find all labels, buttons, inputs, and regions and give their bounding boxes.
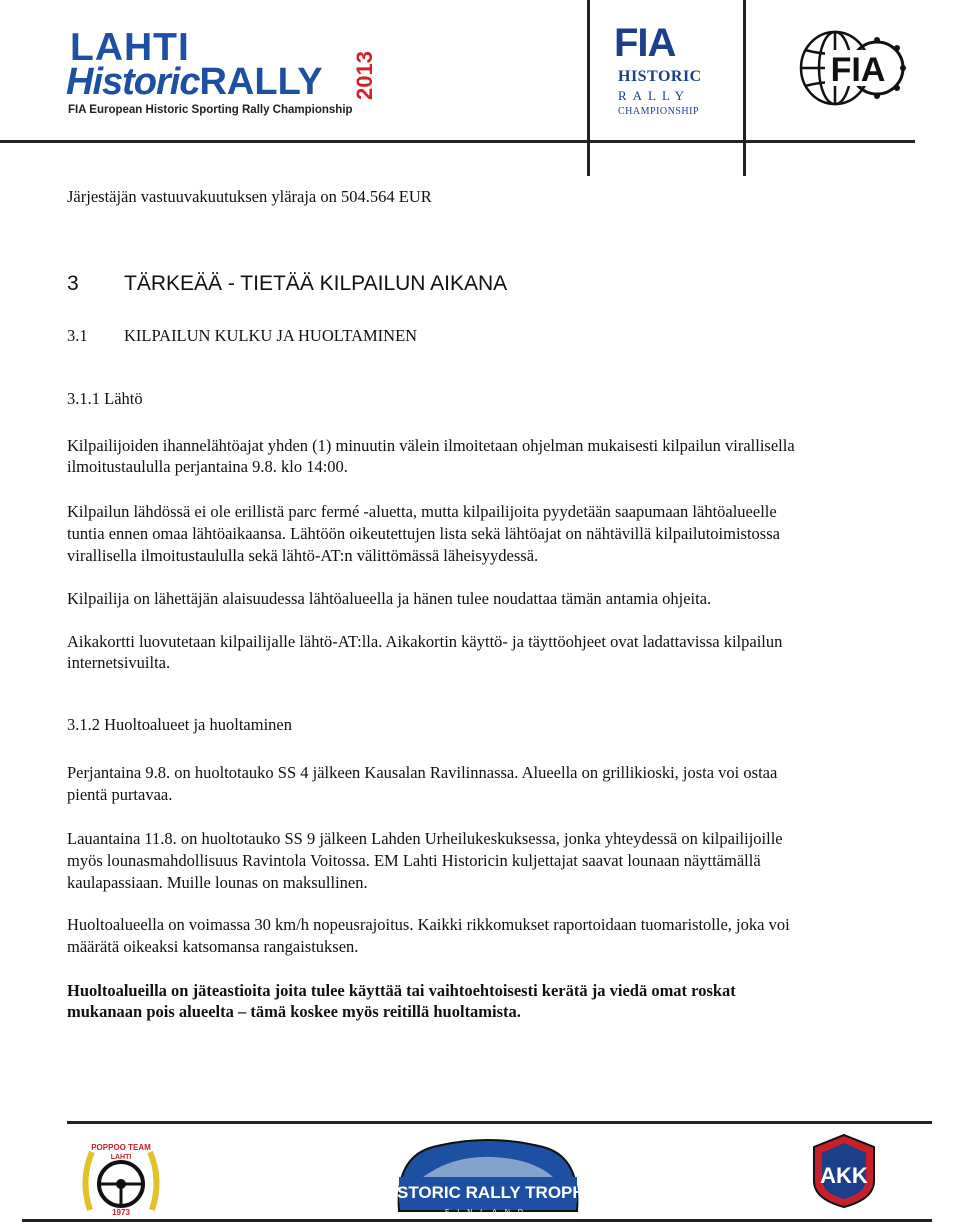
fia-historic-line2: RALLY <box>618 88 691 103</box>
header-divider-1 <box>587 0 590 176</box>
header-rule <box>0 140 915 143</box>
fia-historic-line3: CHAMPIONSHIP <box>618 106 700 117</box>
service-heading: 3.1.2 Huoltoalueet ja huoltaminen <box>67 715 292 734</box>
service-paragraph-1-line-2: pientä purtavaa. <box>67 785 173 804</box>
service-paragraph-2-line-3: kaulapassiaan. Muille lounas on maksullinen. <box>67 873 368 892</box>
start-heading: 3.1.1 Lähtö <box>67 389 143 408</box>
service-paragraph-2-line-1: Lauantaina 11.8. on huoltotauko SS 9 jälkeen Lahden Urheilukeskuksessa, jonka yhteydessä on kilpailijoille <box>67 829 783 848</box>
poppoo-logo-year: 1973 <box>112 1208 130 1217</box>
footer-bottom-rule <box>22 1219 932 1222</box>
footer-rule <box>67 1121 932 1124</box>
subsection-heading <box>67 325 417 346</box>
poppoo-logo-top-text: POPPOO TEAM <box>91 1143 151 1152</box>
section-title: TÄRKEÄÄ - TIETÄÄ KILPAILUN AIKANA <box>124 272 508 295</box>
service-paragraph-3-line-2: määrätä oikeaksi katsomansa rangaistuksen. <box>67 937 359 956</box>
lahti-logo-line2 <box>66 62 323 102</box>
start-paragraph-3-line-1: Kilpailija on lähettäjän alaisuudessa lähtöalueella ja hänen tulee noudattaa tämän antamia ohjeita. <box>67 589 712 608</box>
lahti-logo-year-text: 2013 <box>352 51 377 100</box>
start-paragraph-4-line-2: internetsivuilta. <box>67 653 171 672</box>
lahti-logo-line1: LAHTI <box>70 26 190 69</box>
trophy-logo-text: HISTORIC RALLY TROPHY <box>380 1183 596 1202</box>
subsection-number: 3.1 <box>67 326 88 345</box>
start-paragraph-2-line-3: virallisella ilmoitustaululla sekä lähtö-AT:n välittömässä läheisyydessä. <box>67 546 539 565</box>
bold-notice-line-2: mukanaan pois alueelta – tämä koskee myös reitillä huoltamista. <box>67 1002 521 1021</box>
fia-historic-line1: HISTORIC <box>618 68 702 85</box>
service-paragraph-2-line-2: myös lounasmahdollisuus Ravintola Voitossa. EM Lahti Historicin kuljettajat saavat lounaan näyttämällä <box>67 851 761 870</box>
lahti-logo-rally: RALLY <box>199 61 323 103</box>
header-divider-2 <box>743 0 746 176</box>
section-heading <box>67 270 507 298</box>
bold-notice-line-1: Huoltoalueilla on jäteastioita joita tulee käyttää tai vaihtoehtoisesti kerätä ja viedä omat roskat <box>67 981 736 1000</box>
service-paragraph-3-line-1: Huoltoalueella on voimassa 30 km/h nopeusrajoitus. Kaikki rikkomukset raportoidaan tuomaristolle, joka voi <box>67 915 790 934</box>
lahti-logo-year <box>354 30 376 102</box>
poppoo-team-logo <box>80 1140 162 1216</box>
fia-globe-logo <box>797 28 905 108</box>
fia-globe-mark: FIA <box>830 51 886 89</box>
start-paragraph-4-line-1: Aikakortti luovutetaan kilpailijalle lähtö-AT:lla. Aikakortin käyttö- ja täyttöohjeet ovat ladattavissa kilpailun <box>67 632 783 651</box>
start-paragraph-2-line-2: tuntia ennen omaa lähtöaikaansa. Lähtöön oikeutettujen lista sekä lähtöajat on nähtävillä kilpailutoimistossa <box>67 524 780 543</box>
akk-logo-text: AKK <box>820 1163 868 1188</box>
lahti-logo-historic: Historic <box>66 61 200 103</box>
lahti-historic-rally-logo <box>66 28 378 122</box>
service-paragraph-1-line-1: Perjantaina 9.8. on huoltotauko SS 4 jälkeen Kausalan Ravilinnassa. Alueella on grillikioski, josta voi ostaa <box>67 763 778 782</box>
fia-historic-mark: FIA <box>614 21 676 65</box>
liability-line: Järjestäjän vastuuvakuutuksen yläraja on 504.564 EUR <box>67 187 432 206</box>
akk-logo <box>808 1133 880 1209</box>
start-paragraph-1-line-1: Kilpailijoiden ihannelähtöajat yhden (1) minuutin välein ilmoitetaan ohjelman mukaisesti kilpailun virallisella <box>67 436 795 455</box>
historic-rally-trophy-logo <box>380 1137 596 1219</box>
trophy-logo-sub: FINLAND <box>445 1209 531 1216</box>
lahti-logo-tagline: FIA European Historic Sporting Rally Championship <box>68 104 353 116</box>
poppoo-logo-sub-text: LAHTI <box>110 1154 132 1161</box>
fia-historic-rally-championship-logo <box>612 22 712 122</box>
start-paragraph-2-line-1: Kilpailun lähdössä ei ole erillistä parc fermé -aluetta, mutta kilpailijoita pyydetään saapumaan lähtöalueelle <box>67 502 777 521</box>
subsection-title: KILPAILUN KULKU JA HUOLTAMINEN <box>124 326 418 345</box>
start-paragraph-1-line-2: ilmoitustaululla perjantaina 9.8. klo 14:00. <box>67 457 348 476</box>
section-number: 3 <box>67 272 79 295</box>
